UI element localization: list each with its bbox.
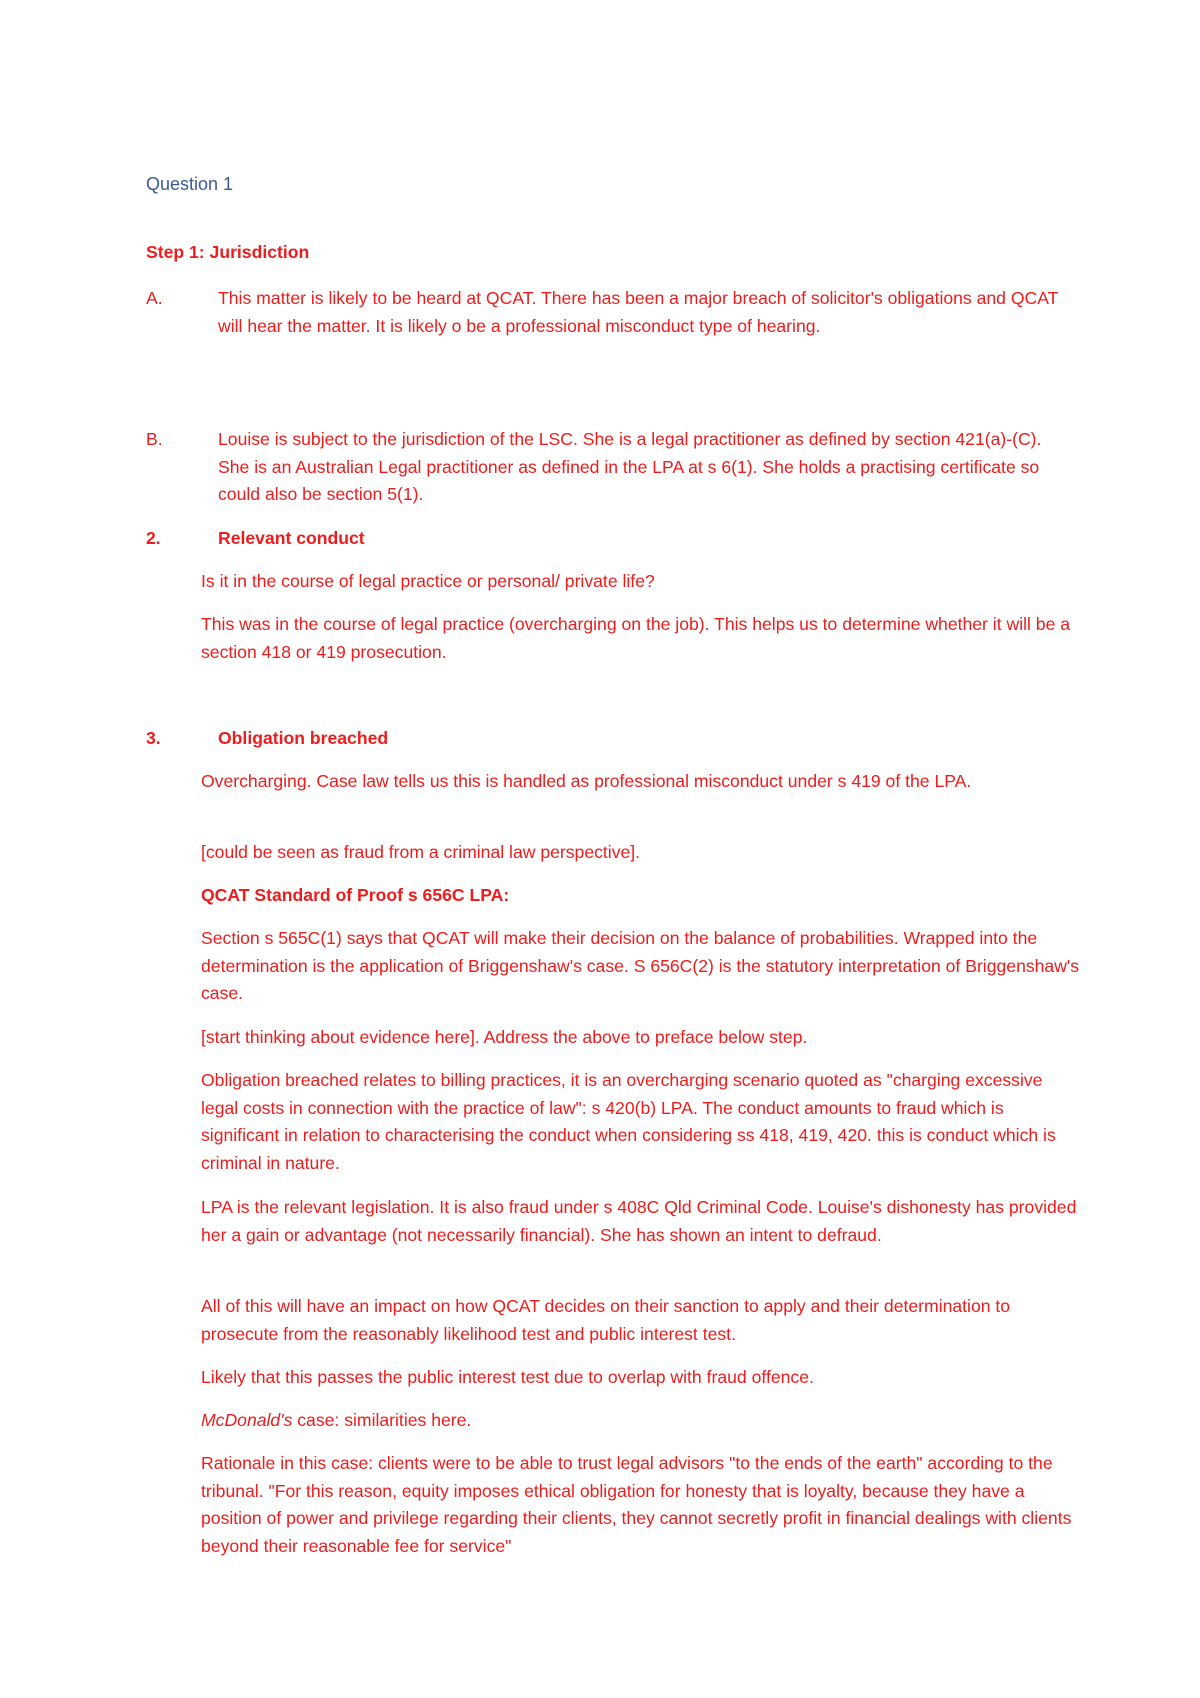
paragraph: LPA is the relevant legislation. It is also fraud under s 408C Qld Criminal Code. Louise's dishonesty has provided her a gain or advantage (not necessarily financial). She has shown an intent to defraud. — [201, 1197, 1077, 1245]
paragraph: This was in the course of legal practice (overcharging on the job). This helps us to determine whether it will be a section 418 or 419 prosecution. — [201, 614, 1071, 662]
paragraph: Obligation breached relates to billing practices, it is an overcharging scenario quoted as "charging excessive legal costs in connection with the practice of law": s 420(b) LPA. The conduct amounts to fraud which is significant in relation to characterising the conduct when considering ss 418, 419, 420. this is conduct which is criminal in nature. — [201, 1070, 1056, 1173]
section-title: Obligation breached — [218, 728, 389, 748]
list-item-text: This matter is likely to be heard at QCAT. There has been a major breach of solicitor's obligations and QCAT will hear the matter. It is likely o be a professional misconduct type of hearing. — [218, 288, 1059, 336]
case-note: case: similarities here. — [292, 1410, 472, 1430]
standard-of-proof-heading: QCAT Standard of Proof s 656C LPA: — [201, 885, 510, 905]
paragraph: Overcharging. Case law tells us this is handled as professional misconduct under s 419 of the LPA. — [201, 771, 972, 791]
paragraph: [could be seen as fraud from a criminal law perspective]. — [201, 842, 641, 862]
paragraph: [start thinking about evidence here]. Address the above to preface below step. — [201, 1027, 808, 1047]
paragraph: Likely that this passes the public interest test due to overlap with fraud offence. — [201, 1367, 814, 1387]
jurisdiction-item-b — [146, 426, 1076, 509]
paragraph: All of this will have an impact on how QCAT decides on their sanction to apply and their determination to prosecute from the reasonably likelihood test and public interest test. — [201, 1296, 1011, 1344]
paragraph: Is it in the course of legal practice or personal/ private life? — [201, 571, 655, 591]
step1-heading: Step 1: Jurisdiction — [146, 242, 310, 262]
list-item-text: Louise is subject to the jurisdiction of the LSC. She is a legal practitioner as defined by section 421(a)-(C). She is an Australian Legal practitioner as defined in the LPA at s 6(1). She holds a practising certificate so could also be section 5(1). — [218, 429, 1042, 504]
list-marker: B. — [146, 429, 163, 449]
mcdonalds-case-paragraph — [201, 1407, 1081, 1435]
obligation-breached-heading — [146, 725, 1076, 753]
section-title: Relevant conduct — [218, 528, 365, 548]
list-marker: 3. — [146, 728, 161, 748]
case-name: McDonald's — [201, 1410, 293, 1430]
list-marker: A. — [146, 288, 163, 308]
paragraph: Rationale in this case: clients were to be able to trust legal advisors "to the ends of the earth" according to the tribunal. "For this reason, equity imposes ethical obligation for honesty that is loyalty, because they have a position of power and privilege regarding their clients, they cannot secretly profit in financial dealings with clients beyond their reasonable fee for service" — [201, 1453, 1072, 1556]
paragraph: Section s 565C(1) says that QCAT will make their decision on the balance of probabilities. Wrapped into the determination is the application of Briggenshaw's case. S 656C(2) is the statutory interpretation of Briggenshaw's case. — [201, 928, 1080, 1003]
question-heading: Question 1 — [146, 174, 234, 194]
relevant-conduct-heading — [146, 525, 1076, 553]
list-marker: 2. — [146, 528, 161, 548]
jurisdiction-item-a — [146, 285, 1076, 340]
